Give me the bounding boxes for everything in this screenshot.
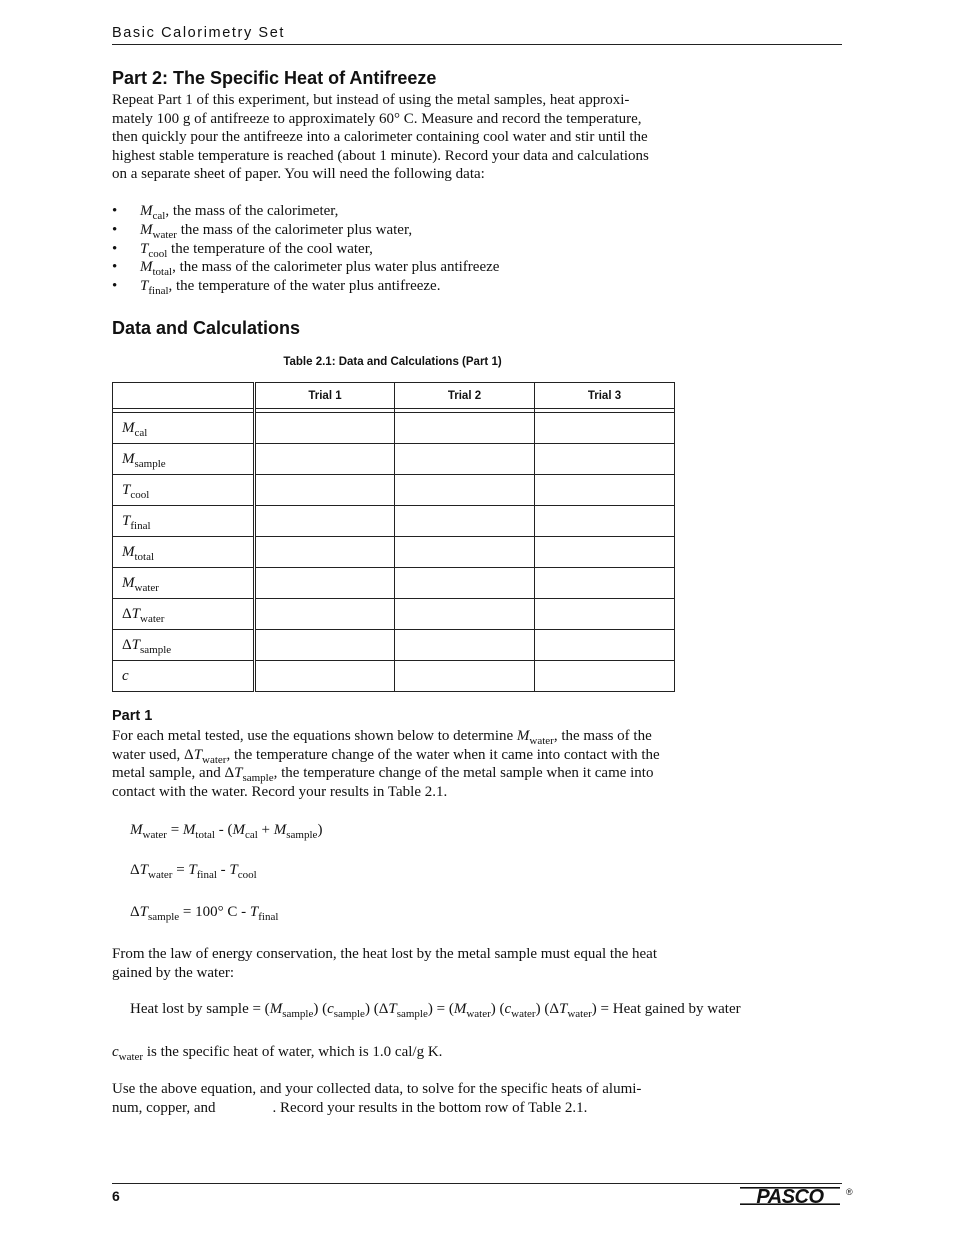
data-cell (535, 444, 675, 475)
data-cell (395, 537, 535, 568)
logo-text: PASCO (756, 1186, 824, 1207)
pasco-logo-icon (740, 1185, 840, 1207)
data-cell (395, 444, 535, 475)
row-label: $M_{water}$ (113, 568, 255, 599)
data-calc-heading: Data and Calculations (112, 318, 301, 338)
table-row (113, 661, 675, 692)
data-cell (535, 537, 675, 568)
data-cell (395, 413, 535, 444)
data-cell (255, 475, 395, 506)
header-rule (112, 44, 842, 45)
energy-conservation-text: From the law of energy conservation, the heat lost by the metal sample must equal the heat gained by the water: (112, 946, 657, 981)
row-label: $M_{total}$ (113, 537, 255, 568)
part1-heading: Part 1 (112, 708, 153, 724)
bullet-icon: • (112, 240, 118, 257)
part2-line: mately 100 g of antifreeze to approximately 60° C. Measure and record the temperature, (112, 110, 642, 127)
bullet-icon: • (112, 278, 118, 295)
data-cell (395, 506, 535, 537)
data-cell (255, 630, 395, 661)
data-cell (535, 506, 675, 537)
list-item: • $T_{final}$, the temperature of the water plus antifreeze. (112, 278, 441, 298)
list-item: • $T_{cool}$ the temperature of the cool water, (112, 240, 373, 260)
footer-rule (112, 1183, 842, 1184)
bullet-icon: • (112, 221, 118, 238)
data-cell (535, 475, 675, 506)
bullet-icon: • (112, 203, 118, 219)
data-cell (535, 661, 675, 692)
pasco-logo (740, 1185, 840, 1207)
data-cell (255, 413, 395, 444)
list-item: • $M_{total}$, the mass of the calorimeter plus water plus antifreeze (112, 259, 500, 279)
row-label: $M_{sample}$ (113, 444, 255, 475)
table-caption: Table 2.1: Data and Calculations (Part 1) (283, 356, 502, 368)
data-cell (395, 630, 535, 661)
data-cell (395, 599, 535, 630)
data-cell (535, 599, 675, 630)
specific-heat-water-text: $c_{water}$ is the specific heat of water, which is 1.0 cal/g K. (112, 1044, 443, 1063)
list-item: • $M_{water}$ the mass of the calorimeter plus water, (112, 221, 413, 241)
row-label: $T_{cool}$ (113, 475, 255, 506)
table-row (113, 475, 675, 506)
table-header-row (113, 383, 675, 409)
table-row (113, 413, 675, 444)
row-label: $\Delta T_{sample}$ (113, 630, 255, 661)
solve-instructions: Use the above equation, and your collected data, to solve for the specific heats of alumi- num, copper, and . Record your results in the bottom row of Table 2.1. (112, 1081, 642, 1116)
data-cell (255, 568, 395, 599)
part2-heading: Part 2: The Specific Heat of Antifreeze (112, 68, 437, 88)
data-cell (255, 661, 395, 692)
equation-delta-t-sample: $\Delta T_{sample} = 100^\circ$ C - $T_{final}$ (130, 904, 279, 923)
equation-delta-t-water: $\Delta T_{water} = T_{final} - T_{cool}$ (130, 862, 257, 881)
part2-line: Repeat Part 1 of this experiment, but instead of using the metal samples, heat approxi- (112, 92, 630, 108)
part2-paragraph (112, 91, 692, 184)
data-cell (255, 444, 395, 475)
table-row (113, 599, 675, 630)
data-table (112, 382, 675, 692)
part2-line: then quickly pour the antifreeze into a calorimeter containing cool water and stir until the (112, 129, 648, 146)
part2-line: highest stable temperature is reached (about 1 minute). Record your data and calculations (112, 147, 649, 164)
list-item: • $M_{cal}$, the mass of the calorimeter, (112, 203, 339, 222)
table-corner-cell (113, 383, 255, 409)
part2-line: on a separate sheet of paper. You will need the following data: (112, 166, 485, 183)
data-cell (395, 661, 535, 692)
bullet-icon: • (112, 259, 118, 276)
column-header: Trial 1 (255, 383, 395, 409)
column-header: Trial 2 (395, 383, 535, 409)
data-cell (255, 506, 395, 537)
data-cell (395, 475, 535, 506)
row-label: c (113, 661, 255, 692)
table-row (113, 537, 675, 568)
registered-mark: ® (846, 1187, 853, 1197)
table-row (113, 568, 675, 599)
running-header: Basic Calorimetry Set (112, 25, 285, 41)
table-row (113, 444, 675, 475)
data-cell (395, 568, 535, 599)
part1-paragraph: For each metal tested, use the equations shown below to determine $M_{water}$, the mass of the water used, $\Delta T_{water}$, the temperature change of the water when it came into contact with the metal sample, and $\Delta T_{sample}$, the temperature change of the metal sample when it came into contact with the water. Record your results in Table 2.1. (112, 728, 660, 800)
row-label: $\Delta T_{water}$ (113, 599, 255, 630)
equation-heat-balance: Heat lost by sample = $(M_{sample})$ $(c_{sample}) (\Delta T_{sample}) = (M_{water})$ $(c_{water}) (\Delta T_{water})$ = Heat gained by water (130, 1001, 741, 1020)
page-number: 6 (112, 1188, 120, 1204)
table-row (113, 630, 675, 661)
equation-mass-water: $M_{water} = M_{total} - (M_{cal} + M_{sample})$ (130, 822, 323, 841)
row-label: $T_{final}$ (113, 506, 255, 537)
table-row (113, 506, 675, 537)
data-cell (535, 630, 675, 661)
data-cell (535, 413, 675, 444)
required-data-list (112, 202, 499, 296)
data-cell (255, 537, 395, 568)
row-label: $M_{cal}$ (113, 413, 255, 444)
column-header: Trial 3 (535, 383, 675, 409)
data-cell (535, 568, 675, 599)
data-cell (255, 599, 395, 630)
